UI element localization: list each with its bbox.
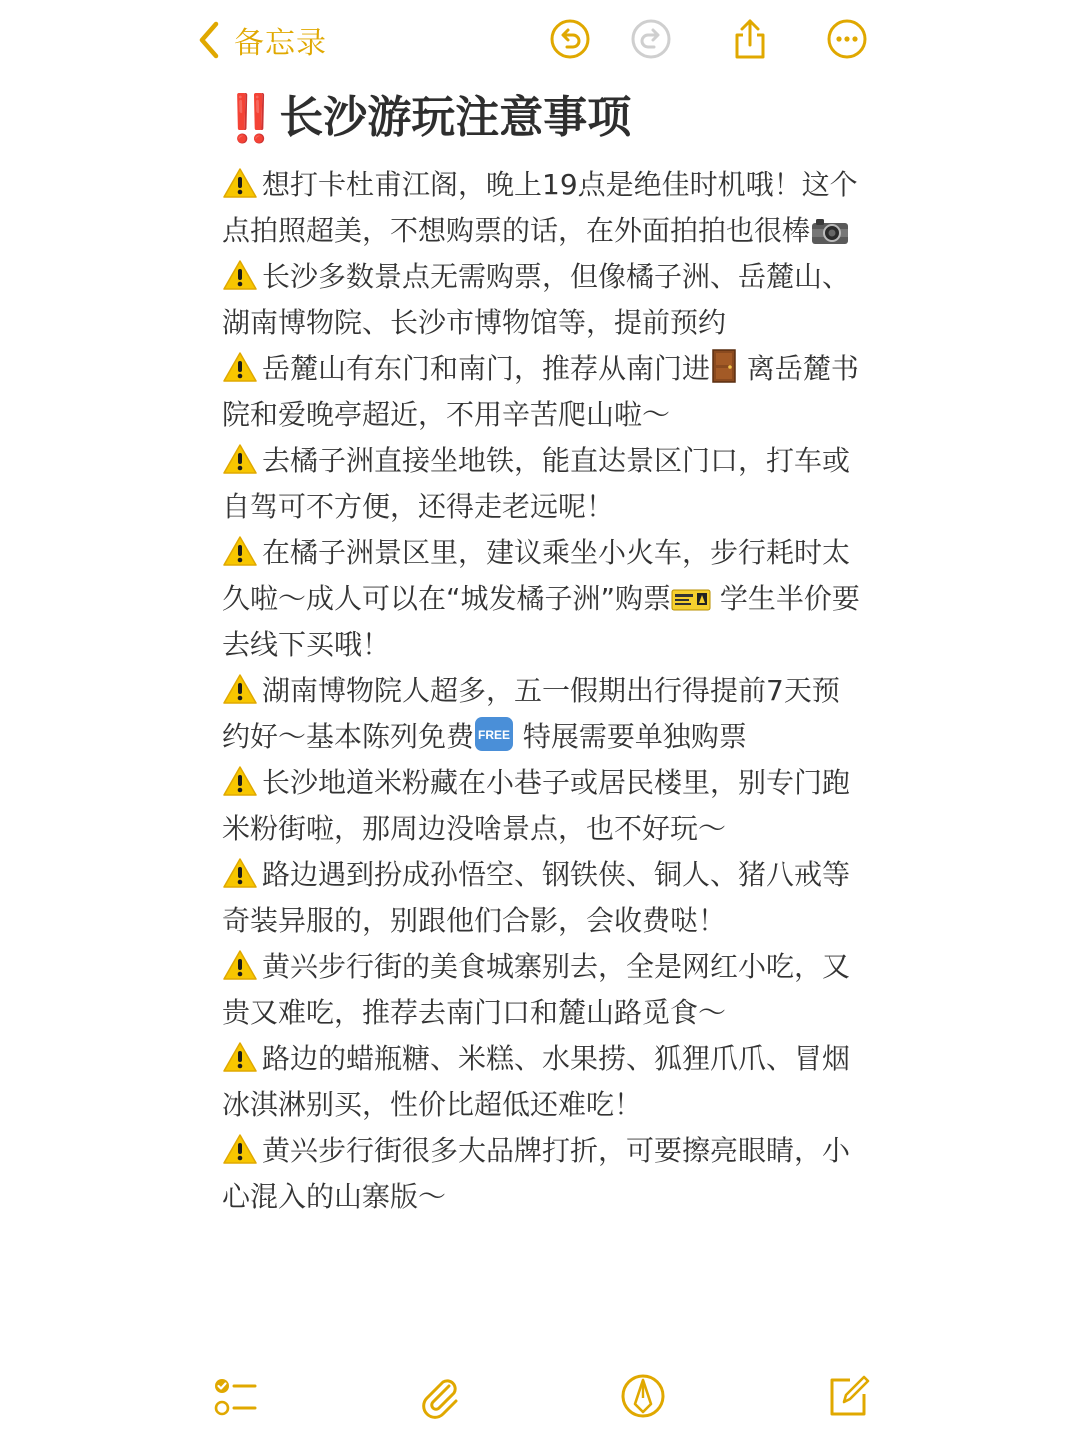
paragraph-text: 路边遇到扮成孙悟空、钢铁侠、铜人、猪八戒等奇装异服的，别跟他们合影，会收费哒！ [222, 858, 851, 937]
warning-icon [222, 351, 258, 383]
note-paragraph [222, 944, 862, 1036]
note-paragraph [222, 530, 862, 668]
warning-icon [222, 535, 258, 567]
markup-icon[interactable] [619, 1372, 667, 1420]
warning-icon [222, 1041, 258, 1073]
attachment-icon[interactable] [416, 1372, 464, 1420]
note-title-text: 长沙游玩注意事项 [279, 92, 632, 143]
note-paragraph [222, 1128, 862, 1220]
chevron-left-icon [196, 20, 222, 60]
paragraph-text: 岳麓山有东门和南门，推荐从南门进 [262, 352, 711, 385]
paragraph-text: 特展需要单独购票 [514, 720, 747, 753]
paragraph-text: 长沙地道米粉藏在小巷子或居民楼里，别专门跑米粉街啦，那周边没啥景点，也不好玩～ [222, 766, 851, 845]
paragraph-text: 离岳麓书院和爱晚亭超近，不用辛苦爬山啦～ [222, 352, 859, 431]
note-title [222, 86, 862, 150]
checklist-icon[interactable] [212, 1372, 260, 1420]
door-icon [710, 348, 738, 384]
undo-icon[interactable] [549, 18, 591, 60]
note-paragraph [222, 852, 862, 944]
back-label: 备忘录 [234, 26, 327, 61]
paragraph-text: 在橘子洲景区里，建议乘坐小火车，步行耗时太久啦～成人可以在“城发橘子洲”购票 [222, 536, 851, 615]
note-paragraph [222, 760, 862, 852]
warning-icon [222, 673, 258, 705]
free-icon [474, 716, 514, 752]
warning-icon [222, 765, 258, 797]
note-paragraph [222, 1036, 862, 1128]
share-icon[interactable] [729, 18, 771, 60]
paragraph-text: 想打卡杜甫江阁，晚上19点是绝佳时机哦！这个点拍照超美，不想购票的话，在外面拍拍也很棒 [222, 168, 858, 247]
bottom-toolbar [0, 1372, 1080, 1432]
warning-icon [222, 443, 258, 475]
more-icon[interactable] [826, 18, 868, 60]
free-badge-text: FREE [478, 728, 511, 742]
back-button[interactable] [196, 18, 327, 62]
warning-icon [222, 259, 258, 291]
note-paragraph [222, 162, 862, 254]
paragraph-text: 湖南博物院人超多，五一假期出行得提前7天预约好～基本陈列免费 [222, 674, 840, 753]
note-paragraph [222, 668, 862, 760]
note-paragraph [222, 346, 862, 438]
note-content[interactable] [222, 86, 862, 1220]
warning-icon [222, 167, 258, 199]
paragraph-text: 黄兴步行街很多大品牌打折，可要擦亮眼睛，小心混入的山寨版～ [222, 1134, 851, 1213]
double-exclamation-icon: ‼️ [222, 91, 272, 145]
note-paragraph [222, 254, 862, 346]
paragraph-text: 去橘子洲直接坐地铁，能直达景区门口，打车或自驾可不方便，还得走老远呢！ [222, 444, 851, 523]
redo-icon[interactable] [630, 18, 672, 60]
note-paragraph [222, 438, 862, 530]
paragraph-text: 路边的蜡瓶糖、米糕、水果捞、狐狸爪爪、冒烟冰淇淋别买，性价比超低还难吃！ [222, 1042, 851, 1121]
warning-icon [222, 949, 258, 981]
paragraph-text: 学生半价要去线下买哦！ [222, 582, 860, 661]
note-body [222, 162, 862, 1220]
paragraph-text: 黄兴步行街的美食城寨别去，全是网红小吃，又贵又难吃，推荐去南门口和麓山路觅食～ [222, 950, 851, 1029]
camera-icon [810, 214, 850, 244]
paragraph-text: 长沙多数景点无需购票，但像橘子洲、岳麓山、湖南博物院、长沙市博物馆等，提前预约 [222, 260, 851, 339]
compose-icon[interactable] [824, 1372, 872, 1420]
ticket-icon [671, 582, 711, 610]
top-navigation-bar [0, 0, 1080, 80]
warning-icon [222, 857, 258, 889]
warning-icon [222, 1133, 258, 1165]
